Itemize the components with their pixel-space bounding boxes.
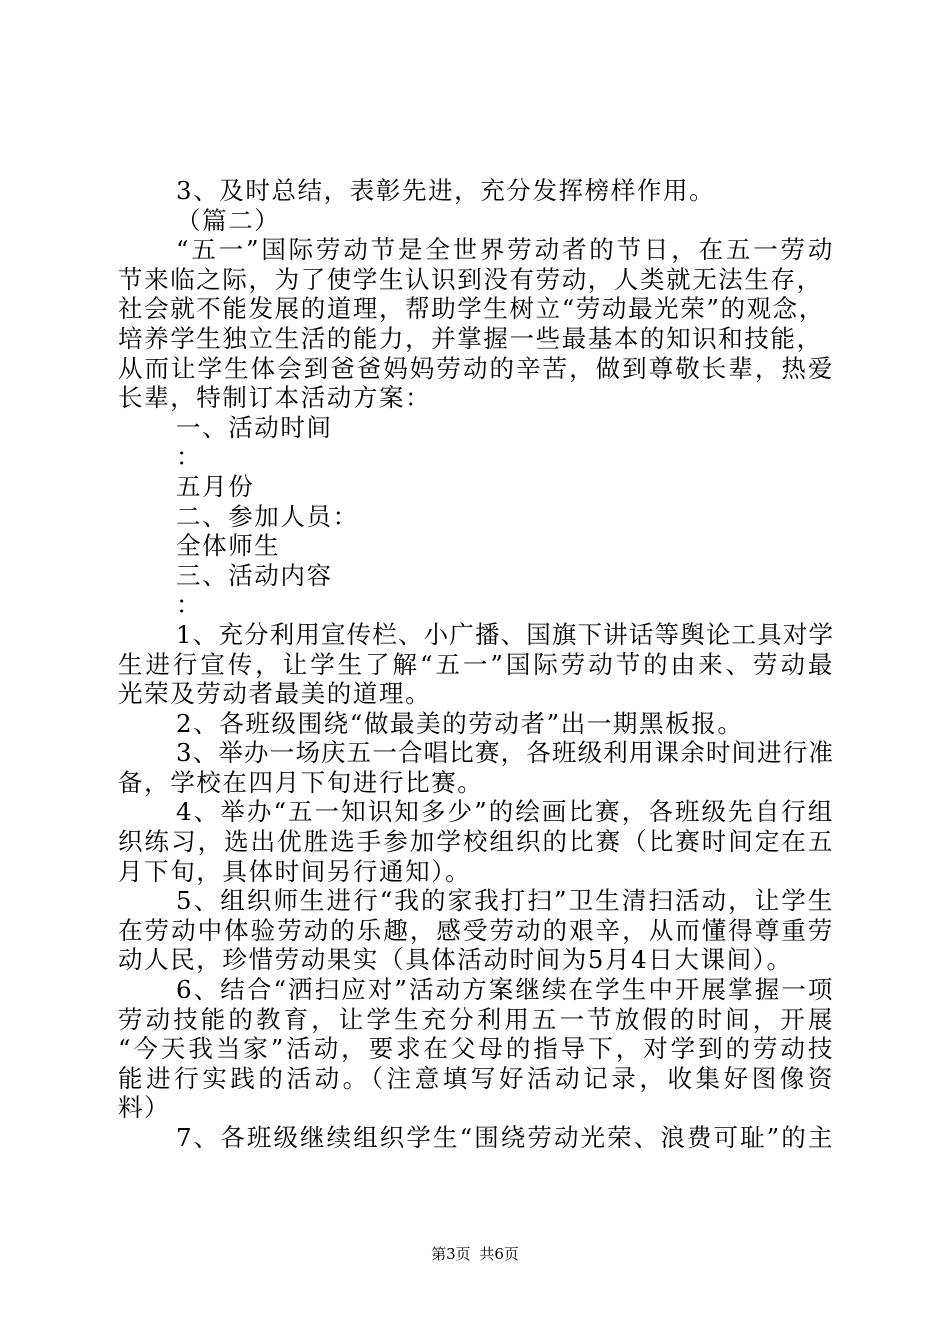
page-total: 共6页 — [479, 1245, 519, 1263]
text-line: 劳动技能的教育，让学生充分利用五一节放假的时间，开展 — [118, 1004, 834, 1034]
text-line: 光荣及劳动者最美的道理。 — [118, 679, 432, 709]
page-footer — [0, 1244, 950, 1264]
text-line: 2、各班级围绕“做最美的劳动者”出一期黑板报。 — [176, 708, 744, 738]
text-line: “今天我当家”活动，要求在父母的指导下，对学到的劳动技 — [118, 1034, 834, 1064]
text-line: 动人民，珍惜劳动果实（具体活动时间为5月4日大课间）。 — [118, 945, 793, 975]
text-line: 全体师生 — [176, 531, 281, 561]
text-line: 生进行宣传，让学生了解“五一”国际劳动节的由来、劳动最 — [118, 649, 834, 679]
text-line: ： — [176, 590, 203, 620]
text-line: 在劳动中体验劳动的乐趣，感受劳动的艰辛，从而懂得尊重劳 — [118, 915, 834, 945]
text-line: （篇二） — [176, 205, 281, 235]
text-line: 备，学校在四月下旬进行比赛。 — [118, 767, 484, 797]
text-line: 5、组织师生进行“我的家我打扫”卫生清扫活动，让学生 — [176, 886, 834, 916]
text-line: 3、及时总结，表彰先进，充分发挥榜样作用。 — [176, 176, 716, 205]
text-line: 五月份 — [176, 471, 255, 501]
page-number: 第3页 — [431, 1245, 471, 1263]
text-line: “五一”国际劳动节是全世界劳动者的节日，在五一劳动 — [176, 235, 834, 265]
text-line: 4、举办“五一知识知多少”的绘画比赛，各班级先自行组 — [176, 797, 834, 827]
text-line: 织练习，选出优胜选手参加学校组织的比赛（比赛时间定在五 — [118, 827, 834, 857]
text-line: 培养学生独立生活的能力，并掌握一些最基本的知识和技能， — [118, 323, 823, 353]
text-line: 从而让学生体会到爸爸妈妈劳动的辛苦，做到尊敬长辈，热爱 — [118, 353, 834, 383]
text-line: 节来临之际，为了使学生认识到没有劳动，人类就无法生存， — [118, 264, 823, 294]
document-body — [118, 176, 834, 1153]
text-line: 一、活动时间 — [176, 412, 333, 442]
text-line: 6、结合“洒扫应对”活动方案继续在学生中开展掌握一项 — [176, 975, 834, 1005]
text-line: 长辈，特制订本活动方案： — [118, 383, 432, 413]
text-line: 月下旬，具体时间另行通知）。 — [118, 856, 472, 886]
text-line: 三、活动内容 — [176, 560, 333, 590]
text-line: 3、举办一场庆五一合唱比赛，各班级利用课余时间进行准 — [176, 738, 834, 768]
text-line: 能进行实践的活动。（注意填写好活动记录，收集好图像资 — [118, 1063, 834, 1093]
text-line: 料） — [118, 1093, 171, 1123]
text-line: 1、充分利用宣传栏、小广播、国旗下讲话等舆论工具对学 — [176, 619, 834, 649]
text-line: 7、各班级继续组织学生“围绕劳动光荣、浪费可耻”的主 — [176, 1123, 834, 1152]
text-line: 社会就不能发展的道理，帮助学生树立“劳动最光荣”的观念， — [118, 294, 825, 324]
text-line: 二、参加人员： — [176, 501, 359, 531]
text-line: ： — [176, 442, 203, 472]
